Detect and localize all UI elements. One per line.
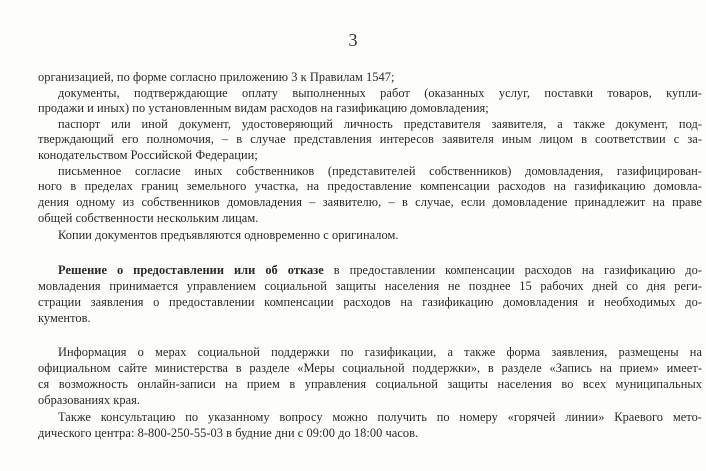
text-line: кументов. <box>38 311 91 325</box>
text-line: документы, подтверждающие оплату выполненных работ (оказанных услуг, поставки товаров, купли- <box>58 86 702 100</box>
text-line: ного в пределах границ земельного участка, на предоставление компенсации расходов на газификацию домовла- <box>38 179 702 193</box>
text-line: дения одному из собственников домовладения – заявителю, – в случае, если домовладение принадлежит на праве <box>38 195 702 209</box>
text-line: официальном сайте министерства в разделе «Меры социальной поддержки», в разделе «Запись на прием» имеет- <box>38 361 702 375</box>
page-number: 3 <box>348 30 358 50</box>
text-line: письменное согласие иных собственников (представителей собственников) домовладения, газифицирован- <box>58 164 702 178</box>
text-line: образованиях края. <box>38 393 141 407</box>
text-line: Копии документов предъявляются одновременно с оригиналом. <box>58 228 399 242</box>
bold-phrase: Решение о предоставлении или об отказе <box>58 263 324 277</box>
text-line: мовладения принимается управлением социальной защиты населения не позднее 15 рабочих дней со дня реги- <box>38 279 702 293</box>
text-line: страции заявления о предоставлении компенсации расходов на газификацию домовладения и необходимых до- <box>38 295 702 309</box>
text-line: Также консультацию по указанному вопросу можно получить по номеру «горячей линии» Краевого мето- <box>58 410 702 424</box>
text-line: ся возможность онлайн-записи на прием в управления социальной защиты населения во всех муниципальных <box>38 377 702 391</box>
text-line <box>58 263 702 277</box>
text-line: паспорт или иной документ, удостоверяющий личность представителя заявителя, а также документ, под- <box>58 117 702 131</box>
text-fragment: в предоставлении компенсации расходов на газификацию до- <box>323 263 702 277</box>
text-line: конодательством Российской Федерации; <box>38 148 258 162</box>
text-line: общей собственности нескольким лицам. <box>38 211 259 225</box>
text-line: дического центра: 8-800-250-55-03 в будние дни с 09:00 до 18:00 часов. <box>38 426 419 440</box>
text-line: Информация о мерах социальной поддержки по газификации, а также форма заявления, размещены на <box>58 345 702 359</box>
text-line: тверждающий его полномочия, – в случае представления интересов заявителя иным лицом в соответствии с за- <box>38 132 702 146</box>
text-line: продажи и иных) по установленным видам расходов на газификацию домовладения; <box>38 101 489 115</box>
text-line: организацией, по форме согласно приложению 3 к Правилам 1547; <box>38 70 395 84</box>
